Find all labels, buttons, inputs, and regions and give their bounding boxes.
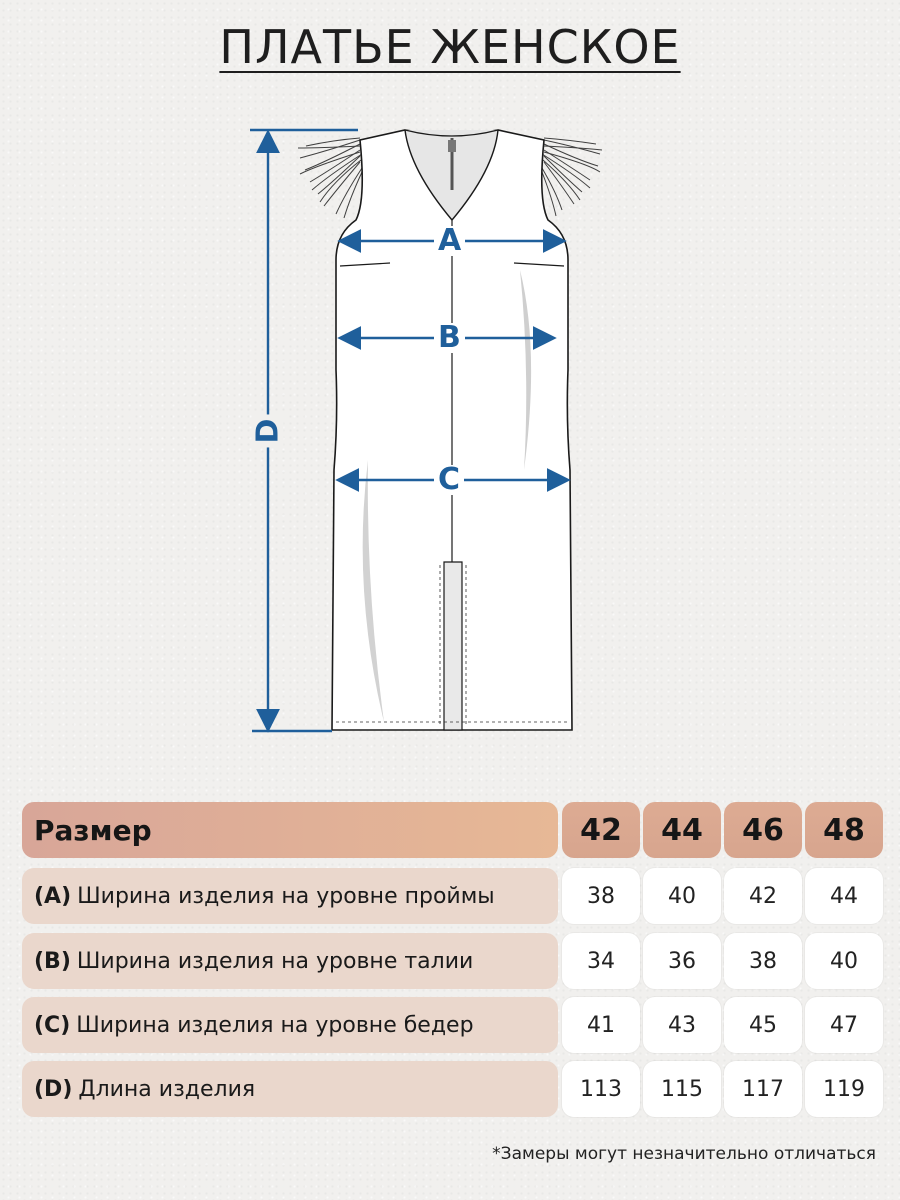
table-cell: 40 xyxy=(643,868,721,924)
feather-right xyxy=(542,138,602,216)
row-label xyxy=(22,933,558,989)
table-row xyxy=(22,1061,884,1117)
table-cell: 42 xyxy=(724,868,802,924)
table-cell: 119 xyxy=(805,1061,883,1117)
page-title xyxy=(0,20,900,74)
table-cell: 38 xyxy=(562,868,640,924)
table-cell: 115 xyxy=(643,1061,721,1117)
feather-left xyxy=(298,138,362,218)
row-text: Ширина изделия на уровне талии xyxy=(76,948,474,974)
row-code: (D) xyxy=(34,1076,73,1102)
table-cell: 40 xyxy=(805,933,883,989)
size-header-44: 44 xyxy=(643,802,721,858)
table-cell: 34 xyxy=(562,933,640,989)
size-header-42: 42 xyxy=(562,802,640,858)
row-code: (C) xyxy=(34,1012,71,1038)
row-label xyxy=(22,1061,558,1117)
size-header-label: Размер xyxy=(22,802,558,858)
measure-label-b: B xyxy=(434,323,465,353)
dress-sketch xyxy=(0,110,900,750)
table-cell: 47 xyxy=(805,997,883,1053)
table-cell: 117 xyxy=(724,1061,802,1117)
measure-label-a: A xyxy=(434,226,465,256)
measure-label-d: D xyxy=(253,415,283,448)
table-row xyxy=(22,933,884,989)
table-cell: 43 xyxy=(643,997,721,1053)
table-cell: 113 xyxy=(562,1061,640,1117)
row-text: Ширина изделия на уровне проймы xyxy=(77,883,495,909)
dress-diagram xyxy=(0,110,900,750)
table-cell: 36 xyxy=(643,933,721,989)
row-label xyxy=(22,868,558,924)
size-header-48: 48 xyxy=(805,802,883,858)
table-cell: 38 xyxy=(724,933,802,989)
row-text: Длина изделия xyxy=(78,1076,256,1102)
table-cell: 41 xyxy=(562,997,640,1053)
table-header-row xyxy=(22,802,884,858)
table-cell: 45 xyxy=(724,997,802,1053)
row-text: Ширина изделия на уровне бедер xyxy=(76,1012,474,1038)
row-code: (B) xyxy=(34,948,71,974)
row-label xyxy=(22,997,558,1053)
table-row xyxy=(22,868,884,924)
footnote: *Замеры могут незначительно отличаться xyxy=(492,1144,876,1164)
page-title-text: ПЛАТЬЕ ЖЕНСКОЕ xyxy=(219,20,681,74)
size-header-46: 46 xyxy=(724,802,802,858)
row-code: (A) xyxy=(34,883,72,909)
table-cell: 44 xyxy=(805,868,883,924)
table-row xyxy=(22,997,884,1053)
measure-label-c: C xyxy=(434,465,464,495)
